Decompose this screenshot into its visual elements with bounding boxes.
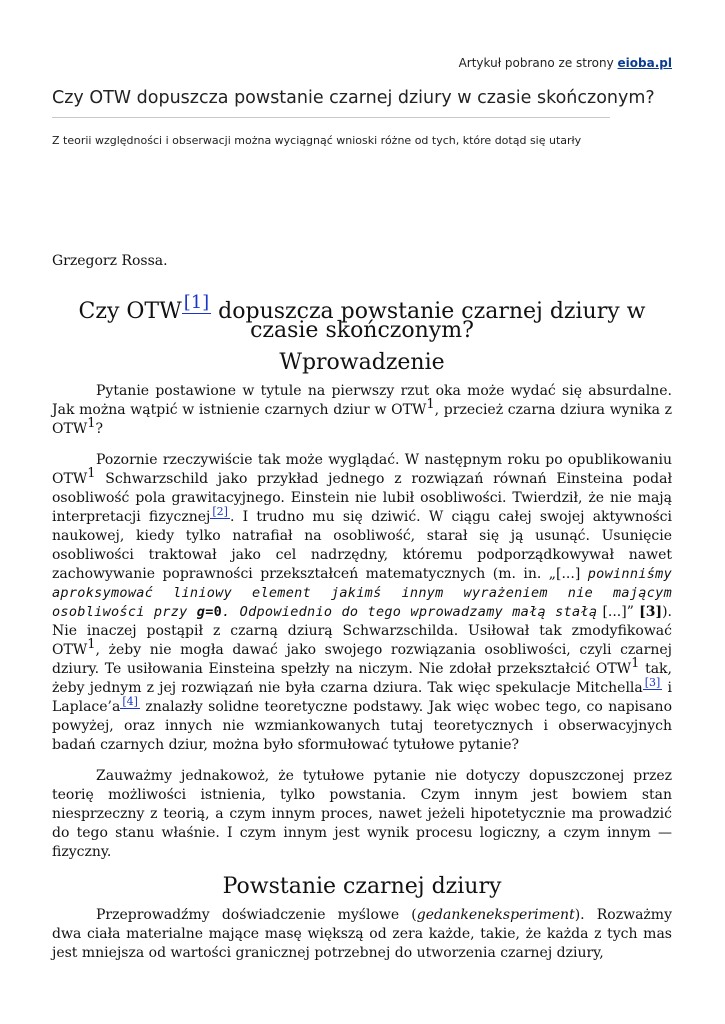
p2-text-i: znalazły solidne teoretyczne podstawy. Jak więc wobec tego, co napisano powyżej, oraz innych nie wzmiankowanych tutaj teoretycznych i obserwacyjnych badań czarnych dziur, można było sformułować tytułowe pytanie? bbox=[52, 699, 672, 753]
article-body bbox=[52, 280, 672, 975]
source-prefix: Artykuł pobrano ze strony bbox=[458, 56, 618, 70]
p2-text-e: ). Nie inaczej postąpił z czarną dziurą Schwarzschilda. Usiłował tak zmodyfikować OTW bbox=[52, 604, 672, 658]
source-link[interactable]: eioba.pl bbox=[617, 56, 672, 70]
quote-text: powinniśmy aproksymować liniowy element jakimś innym wyrażeniem nie mającym osobliwości przy bbox=[52, 566, 672, 620]
header-divider bbox=[52, 117, 610, 118]
paragraph-4 bbox=[52, 906, 672, 963]
p2-text-f: , żeby nie mogła dawać jako swojego rozwiązania osobliwości, czyli czarnej dziury. Te usiłowania Einsteina spełzły na niczym. Nie zdołał przekształcić OTW bbox=[52, 642, 672, 677]
section-heading-intro: Wprowadzenie bbox=[279, 350, 445, 375]
page-title: Czy OTW dopuszcza powstanie czarnej dziury w czasie skończonym? bbox=[52, 88, 655, 108]
p2-sup-3: 1 bbox=[631, 656, 640, 671]
p2-text-c: . I trudno mu się dziwić. W ciągu całej swojej aktywności naukowej, kiedy tylko natrafiał na osobliwość, starał się ją usunąć. Usunięcie osobliwości traktował jako cel nadrzędny, któremu podporządkowywał nawet zachowywanie poprawności przekształceń matematycznych (m. in. „[...] bbox=[52, 509, 673, 582]
paragraph-3: Zauważmy jednakowoż, że tytułowe pytanie nie dotyczy dopuszczonej przez teorię możliwości istnienia, tylko powstania. Czym innym jest bowiem stan niesprzeczny z teorią, a czym innym proces, nawet jeżeli hipotetycznie ma prowadzić do tego stanu właśnie. I czym innym jest wynik procesu logiczny, a czym innym — fizyczny. bbox=[52, 768, 672, 860]
p1-sup-2: 1 bbox=[87, 416, 96, 431]
quote-end: . Odpowiednio do tego wprowadzamy małą stałą bbox=[222, 604, 598, 620]
article-title bbox=[52, 280, 672, 343]
p1-text-b: , przecież czarna dziura wynika z OTW bbox=[52, 402, 672, 437]
paragraph-1 bbox=[52, 382, 672, 439]
p2-sup-2: 1 bbox=[87, 637, 96, 652]
p2-text-b: Schwarzschild jako przykład jednego z rozwiązań równań Einsteina podał osobliwość pola grawitacyjnego. Einstein nie lubił osobliwości. Twierdził, że nie mają interpretacji fizycznej bbox=[52, 471, 672, 525]
section-heading-formation: Powstanie czarnej dziury bbox=[222, 874, 502, 899]
p2-text-a: Pozornie rzeczywiście tak może wyglądać. W następnym roku po opublikowaniu OTW bbox=[52, 452, 672, 487]
p1-text-c: ? bbox=[95, 421, 104, 437]
p2-text-h: i Laplace’a bbox=[52, 680, 672, 715]
p2-sup-1: 1 bbox=[87, 466, 96, 481]
footnote-link-3[interactable]: [3] bbox=[644, 676, 661, 689]
quote-eq: =0 bbox=[205, 604, 223, 620]
source-line bbox=[459, 56, 672, 70]
p4-text-a: Przeprowadźmy doświadczenie myślowe ( bbox=[96, 907, 417, 923]
p1-sup-1: 1 bbox=[426, 397, 435, 412]
p2-text-g: tak, żeby jednym z jej rozwiązań nie była czarna dziura. Tak więc spekulacje Mitchella bbox=[52, 661, 672, 696]
p4-emphasis: gedankeneksperiment bbox=[416, 907, 575, 923]
footnote-link-1[interactable]: [1] bbox=[183, 292, 210, 313]
citation-3: [3] bbox=[639, 604, 663, 620]
p4-text-b: ). Rozważmy dwa ciała materialne mające masę większą od zera każde, takie, że każda z tych mas jest mniejsza od wartości granicznej potrzebnej do utworzenia czarnej dziury, bbox=[52, 907, 672, 961]
author: Grzegorz Rossa. bbox=[52, 253, 168, 269]
paragraph-2 bbox=[52, 451, 672, 755]
article-title-before: Czy OTW bbox=[78, 299, 182, 324]
p1-text-a: Pytanie postawione w tytule na pierwszy rzut oka może wydać się absurdalne. Jak można wątpić w istnienie czarnych dziur w OTW bbox=[52, 383, 672, 418]
footnote-link-4[interactable]: [4] bbox=[122, 695, 138, 708]
article-title-after: dopuszcza powstanie czarnej dziury w czasie skończonym? bbox=[211, 299, 646, 343]
quote-g: g bbox=[196, 604, 206, 620]
p2-text-d: [...]” bbox=[597, 604, 640, 620]
lead-text: Z teorii względności i obserwacji można wyciągnąć wnioski różne od tych, które dotąd się utarły bbox=[52, 134, 582, 147]
footnote-link-2[interactable]: [2] bbox=[212, 505, 228, 518]
